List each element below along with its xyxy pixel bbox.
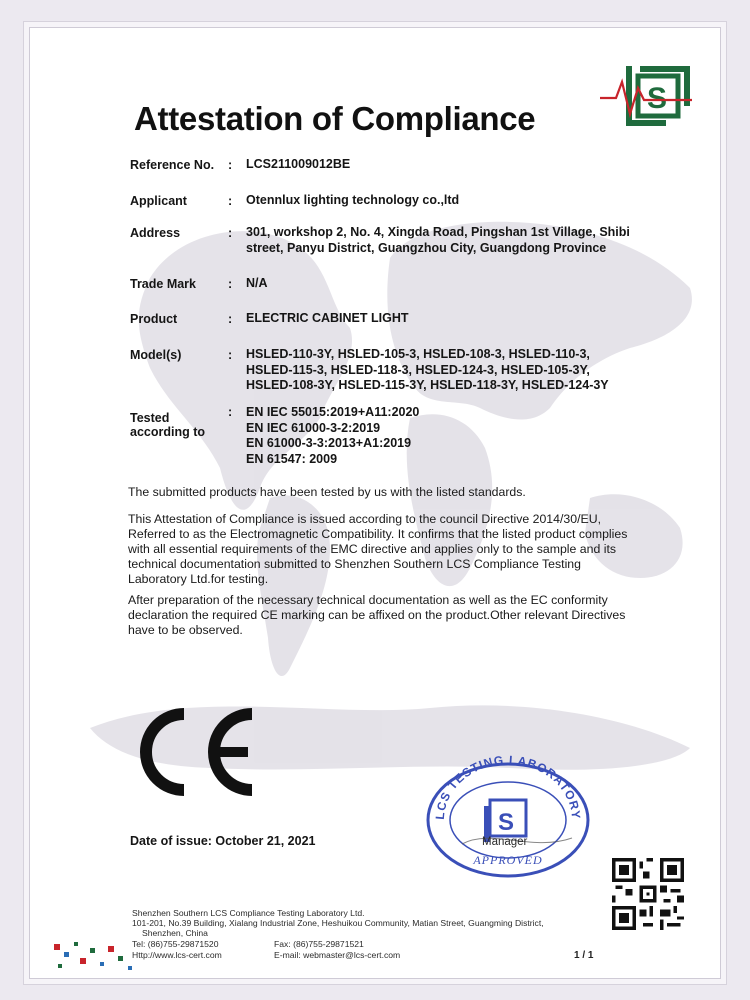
model-line: HSLED-115-3, HSLED-118-3, HSLED-124-3, HSLED-105-3Y, <box>246 362 590 377</box>
paragraph-line: This Attestation of Compliance is issued according to the council Directive 2014/30/EU, <box>128 512 601 526</box>
document-title: Attestation of Compliance <box>134 100 536 137</box>
applicant-value: Otennlux lighting technology co.,ltd <box>246 193 460 207</box>
paragraph-preparation <box>128 593 628 638</box>
colon: : <box>228 348 233 362</box>
colon: : <box>228 194 233 208</box>
tested-label-line: according to <box>130 425 206 439</box>
standards-list <box>246 405 646 467</box>
address-value <box>246 225 646 256</box>
models-value <box>246 347 646 394</box>
stamp-ring-text: LCS TESTING LABORATORY <box>432 752 584 821</box>
model-line: HSLED-110-3Y, HSLED-105-3, HSLED-108-3, HSLED-110-3, <box>246 347 590 361</box>
lcs-laboratory-stamp-icon <box>422 748 594 878</box>
manager-label: Manager <box>482 836 528 848</box>
standard-line: EN IEC 55015:2019+A11:2020 <box>246 405 420 419</box>
paragraph-tested <box>128 485 628 500</box>
model-line: HSLED-108-3Y, HSLED-115-3Y, HSLED-118-3Y, HSLED-124-3Y <box>246 378 609 392</box>
footer-company: Shenzhen Southern LCS Compliance Testing Laboratory Ltd. <box>132 908 365 918</box>
colon: : <box>228 158 233 172</box>
date-of-issue: Date of issue: October 21, 2021 <box>130 834 316 848</box>
address-line: 301, workshop 2, No. 4, Xingda Road, Pingshan 1st Village, Shibi <box>246 225 630 239</box>
colon: : <box>228 312 233 326</box>
standard-line: EN 61000-3-3:2013+A1:2019 <box>246 436 412 450</box>
colon: : <box>228 405 233 419</box>
standard-line: EN IEC 61000-3-2:2019 <box>246 420 381 435</box>
svg-text:S: S <box>647 82 668 115</box>
certificate-sheet <box>30 28 720 978</box>
page-number: 1 / 1 <box>574 950 594 961</box>
svg-text:S: S <box>498 809 515 836</box>
paragraph-line: The submitted products have been tested by us with the listed standards. <box>128 485 526 499</box>
trademark-label: Trade Mark <box>130 277 197 291</box>
paragraph-line: After preparation of the necessary technical documentation as well as the EC conformity <box>128 593 608 607</box>
stamp-approved-text: APPROVED <box>473 853 543 867</box>
tested-label <box>130 411 205 439</box>
qr-code-icon <box>612 858 684 930</box>
applicant-label: Applicant <box>130 194 187 208</box>
standard-line: EN 61547: 2009 <box>246 451 338 466</box>
paragraph-line: declaration the required CE marking can be affixed on the product.Other relevant Directives <box>128 608 626 622</box>
colon: : <box>228 277 233 291</box>
footer-tel: Tel: (86)755-29871520 <box>132 939 219 949</box>
reference-label: Reference No. <box>130 158 215 172</box>
models-label: Model(s) <box>130 348 182 362</box>
paragraph-line: have to be observed. <box>128 623 243 637</box>
product-value: ELECTRIC CABINET LIGHT <box>246 311 409 325</box>
footer-address-1: 101-201, No.39 Building, Xialang Industrial Zone, Heshuikou Community, Matian Street, Guangming District, <box>132 918 544 928</box>
paragraph-line: Referred to as the Electromagnetic Compatibility. It confirms that the listed product complies <box>128 527 628 541</box>
colon: : <box>228 226 233 240</box>
lcs-logo-icon <box>598 62 694 134</box>
footer-web: Http://www.lcs-cert.com <box>132 950 222 960</box>
paragraph-line: with all essential requirements of the EMC directive and applies only to the sample and its <box>128 542 617 556</box>
address-line: street, Panyu District, Guangzhou City, Guangdong Province <box>246 240 607 255</box>
decorative-dots-icon <box>50 938 142 976</box>
paragraph-line: Laboratory Ltd.for testing. <box>128 572 269 586</box>
footer-address-2: Shenzhen, China <box>142 928 208 938</box>
paragraph-attestation <box>128 512 628 587</box>
footer-email: E-mail: webmaster@lcs-cert.com <box>274 950 401 960</box>
trademark-value: N/A <box>246 276 268 290</box>
ce-mark-icon <box>126 704 262 800</box>
reference-value: LCS211009012BE <box>246 157 351 171</box>
address-label: Address <box>130 226 181 240</box>
tested-label-line: Tested <box>130 411 170 425</box>
product-label: Product <box>130 312 178 326</box>
footer-fax: Fax: (86)755-29871521 <box>274 939 364 949</box>
paragraph-line: technical documentation submitted to Shenzhen Southern LCS Compliance Testing <box>128 557 581 571</box>
